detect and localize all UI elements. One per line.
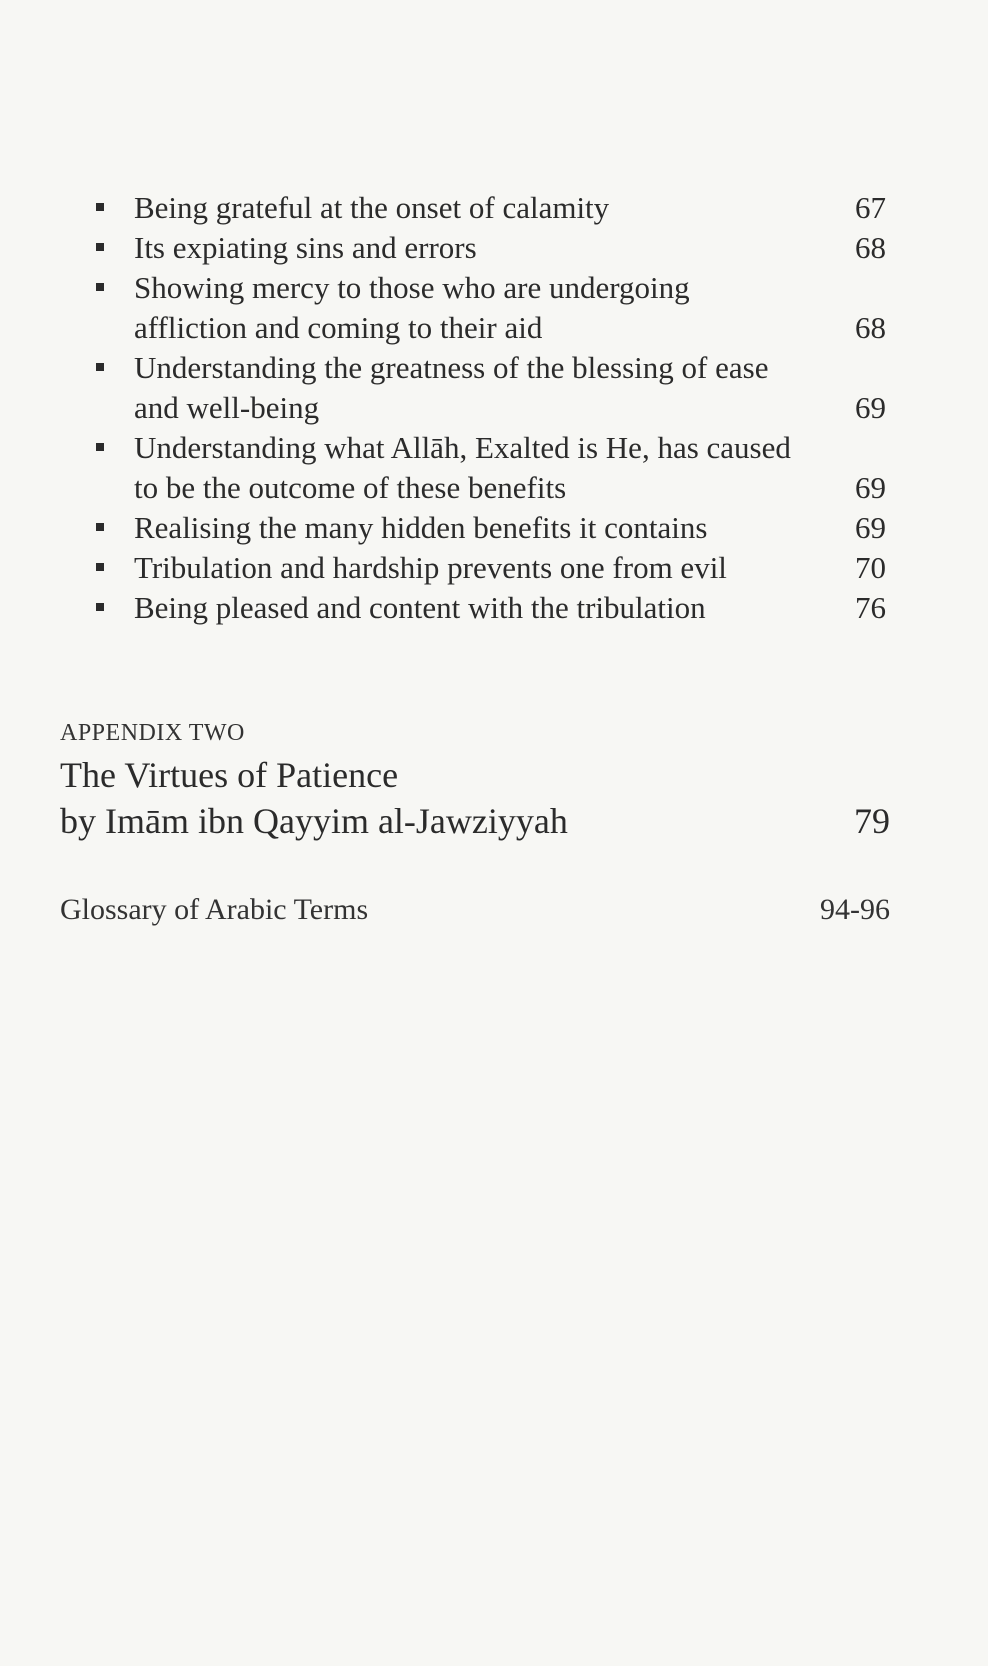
- appendix-author: by Imām ibn Qayyim al-Jawziyyah: [60, 801, 568, 841]
- toc-item-page: 69: [855, 390, 886, 425]
- toc-item: [96, 548, 886, 588]
- toc-item-page: 68: [855, 230, 886, 265]
- appendix-title: The Virtues of Patience: [60, 755, 399, 795]
- toc-item-page: 68: [855, 310, 886, 345]
- toc-item-text: Being pleased and content with the tribulation: [134, 590, 706, 625]
- toc-list: [96, 188, 886, 628]
- toc-item-page: 70: [855, 550, 886, 585]
- toc-item-page: 69: [855, 510, 886, 545]
- bullet-icon: [96, 603, 104, 611]
- toc-item-text: affliction and coming to their aid: [134, 310, 543, 345]
- glossary-pages: 94-96: [820, 893, 890, 926]
- toc-item-text: to be the outcome of these benefits: [134, 470, 567, 505]
- toc-item-text: Understanding the greatness of the blessing of ease: [134, 350, 769, 385]
- glossary-label: Glossary of Arabic Terms: [60, 893, 369, 926]
- toc-item: [96, 348, 886, 428]
- toc-item-text: Being grateful at the onset of calamity: [134, 190, 610, 225]
- toc-item-page: 69: [855, 470, 886, 505]
- toc-item: [96, 228, 886, 268]
- bullet-icon: [96, 203, 104, 211]
- toc-item: [96, 588, 886, 628]
- bullet-icon: [96, 563, 104, 571]
- bullet-icon: [96, 523, 104, 531]
- toc-item-page: 67: [855, 190, 886, 225]
- toc-item-text: Realising the many hidden benefits it contains: [134, 510, 708, 545]
- toc-item-text: Its expiating sins and errors: [134, 230, 477, 265]
- appendix-section: [60, 718, 890, 844]
- toc-item: [96, 508, 886, 548]
- bullet-icon: [96, 243, 104, 251]
- toc-item-text: Tribulation and hardship prevents one from evil: [134, 550, 727, 585]
- toc-item: [96, 268, 886, 348]
- toc-item-text: Showing mercy to those who are undergoing: [134, 270, 690, 305]
- toc-item-text: Understanding what Allāh, Exalted is He, has caused: [134, 430, 791, 465]
- toc-item: [96, 188, 886, 228]
- bullet-icon: [96, 283, 104, 291]
- toc-item-page: 76: [855, 590, 886, 625]
- glossary-entry: [60, 890, 890, 930]
- toc-item: [96, 428, 886, 508]
- appendix-page: 79: [854, 801, 890, 841]
- bullet-icon: [96, 443, 104, 451]
- appendix-label: APPENDIX TWO: [60, 720, 245, 746]
- bullet-icon: [96, 363, 104, 371]
- toc-item-text: and well-being: [134, 390, 320, 425]
